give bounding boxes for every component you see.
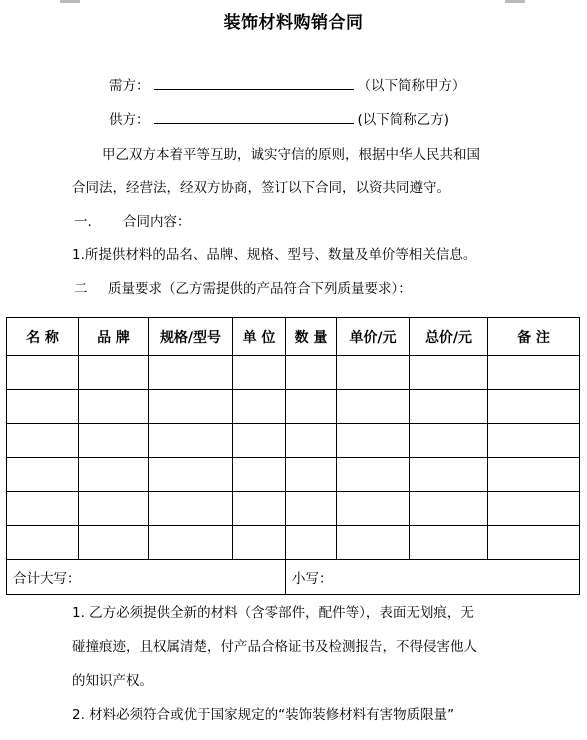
- table-row: [7, 492, 580, 526]
- table-row: [7, 526, 580, 560]
- table-row: [7, 356, 580, 390]
- total-lower-cell[interactable]: 小写：: [286, 560, 580, 595]
- table-cell[interactable]: [286, 356, 337, 390]
- intro-line-2: 合同法，经营法，经双方协商，签订以下合同，以资共同遵守。: [72, 180, 450, 196]
- table-cell[interactable]: [79, 424, 149, 458]
- table-cell[interactable]: [149, 492, 233, 526]
- buyer-line: [109, 74, 466, 94]
- table-row: [7, 424, 580, 458]
- header-name: 名 称: [7, 318, 79, 356]
- buyer-blank[interactable]: [154, 75, 354, 90]
- table-cell[interactable]: [488, 458, 580, 492]
- table-cell[interactable]: [7, 458, 79, 492]
- table-cell[interactable]: [337, 526, 410, 560]
- table-cell[interactable]: [488, 526, 580, 560]
- table-cell[interactable]: [79, 390, 149, 424]
- top-edge-mark: [60, 0, 80, 3]
- table-cell[interactable]: [488, 356, 580, 390]
- buyer-note: （以下简称甲方）: [357, 78, 466, 94]
- table-cell[interactable]: [410, 526, 488, 560]
- intro-line-1: 甲乙双方本着平等互助，诚实守信的原则，根据中华人民共和国: [102, 147, 480, 163]
- table-cell[interactable]: [233, 492, 286, 526]
- table-cell[interactable]: [149, 458, 233, 492]
- total-upper-cell[interactable]: 合计大写：: [7, 560, 286, 595]
- table-cell[interactable]: [79, 458, 149, 492]
- table-cell[interactable]: [233, 526, 286, 560]
- table-cell[interactable]: [286, 492, 337, 526]
- goods-table: [6, 317, 580, 595]
- table-cell[interactable]: [488, 390, 580, 424]
- table-cell[interactable]: [149, 526, 233, 560]
- table-cell[interactable]: [337, 356, 410, 390]
- buyer-label: 需方：: [109, 78, 150, 94]
- table-cell[interactable]: [410, 356, 488, 390]
- table-cell[interactable]: [7, 390, 79, 424]
- table-cell[interactable]: [79, 356, 149, 390]
- seller-note: (以下简称乙方): [357, 112, 450, 128]
- header-spec: 规格/型号: [149, 318, 233, 356]
- table-row: [7, 390, 580, 424]
- table-cell[interactable]: [286, 390, 337, 424]
- seller-label: 供方：: [109, 112, 150, 128]
- section-2-number: 二: [74, 281, 88, 297]
- table-cell[interactable]: [488, 424, 580, 458]
- header-brand: 品 牌: [79, 318, 149, 356]
- table-cell[interactable]: [410, 424, 488, 458]
- header-quantity: 数 量: [286, 318, 337, 356]
- document-title: 装饰材料购销合同: [223, 13, 364, 33]
- header-unit: 单 位: [233, 318, 286, 356]
- total-row: [7, 560, 580, 595]
- table-cell[interactable]: [7, 424, 79, 458]
- table-cell[interactable]: [286, 526, 337, 560]
- table-cell[interactable]: [149, 390, 233, 424]
- table-cell[interactable]: [286, 458, 337, 492]
- header-total-price: 总价/元: [410, 318, 488, 356]
- section-2-title: 质量要求（乙方需提供的产品符合下列质量要求）：: [108, 281, 412, 297]
- quality-2-line-1: 2. 材料必须符合或优于国家规定的“装饰装修材料有害物质限量”: [72, 707, 455, 723]
- table-cell[interactable]: [337, 390, 410, 424]
- quality-1-line-3: 的知识产权。: [72, 673, 153, 689]
- header-unit-price: 单价/元: [337, 318, 410, 356]
- table-cell[interactable]: [233, 458, 286, 492]
- item-1-text: 1.所提供材料的品名、品牌、规格、型号、数量及单价等相关信息。: [72, 247, 477, 263]
- table-cell[interactable]: [286, 424, 337, 458]
- table-cell[interactable]: [233, 390, 286, 424]
- seller-line: [109, 108, 449, 128]
- header-remarks: 备 注: [488, 318, 580, 356]
- table-cell[interactable]: [79, 526, 149, 560]
- table-cell[interactable]: [337, 424, 410, 458]
- table-cell[interactable]: [410, 492, 488, 526]
- table-header-row: [7, 318, 580, 356]
- table-cell[interactable]: [410, 458, 488, 492]
- table-cell[interactable]: [488, 492, 580, 526]
- section-1-number: 一.: [74, 214, 92, 230]
- quality-1-line-2: 碰撞痕迹，且权属清楚，付产品合格证书及检测报告，不得侵害他人: [72, 639, 477, 655]
- table-cell[interactable]: [149, 424, 233, 458]
- table-cell[interactable]: [410, 390, 488, 424]
- table-cell[interactable]: [7, 492, 79, 526]
- table-cell[interactable]: [7, 526, 79, 560]
- seller-blank[interactable]: [154, 109, 354, 124]
- table-cell[interactable]: [79, 492, 149, 526]
- top-edge-mark: [505, 0, 525, 3]
- table-row: [7, 458, 580, 492]
- table-cell[interactable]: [233, 356, 286, 390]
- table-cell[interactable]: [337, 458, 410, 492]
- table-cell[interactable]: [7, 356, 79, 390]
- section-1-title: 合同内容：: [123, 214, 191, 230]
- quality-1-line-1: 1. 乙方必须提供全新的材料（含零部件，配件等），表面无划痕，无: [72, 605, 474, 621]
- table-cell[interactable]: [233, 424, 286, 458]
- table-cell[interactable]: [149, 356, 233, 390]
- table-cell[interactable]: [337, 492, 410, 526]
